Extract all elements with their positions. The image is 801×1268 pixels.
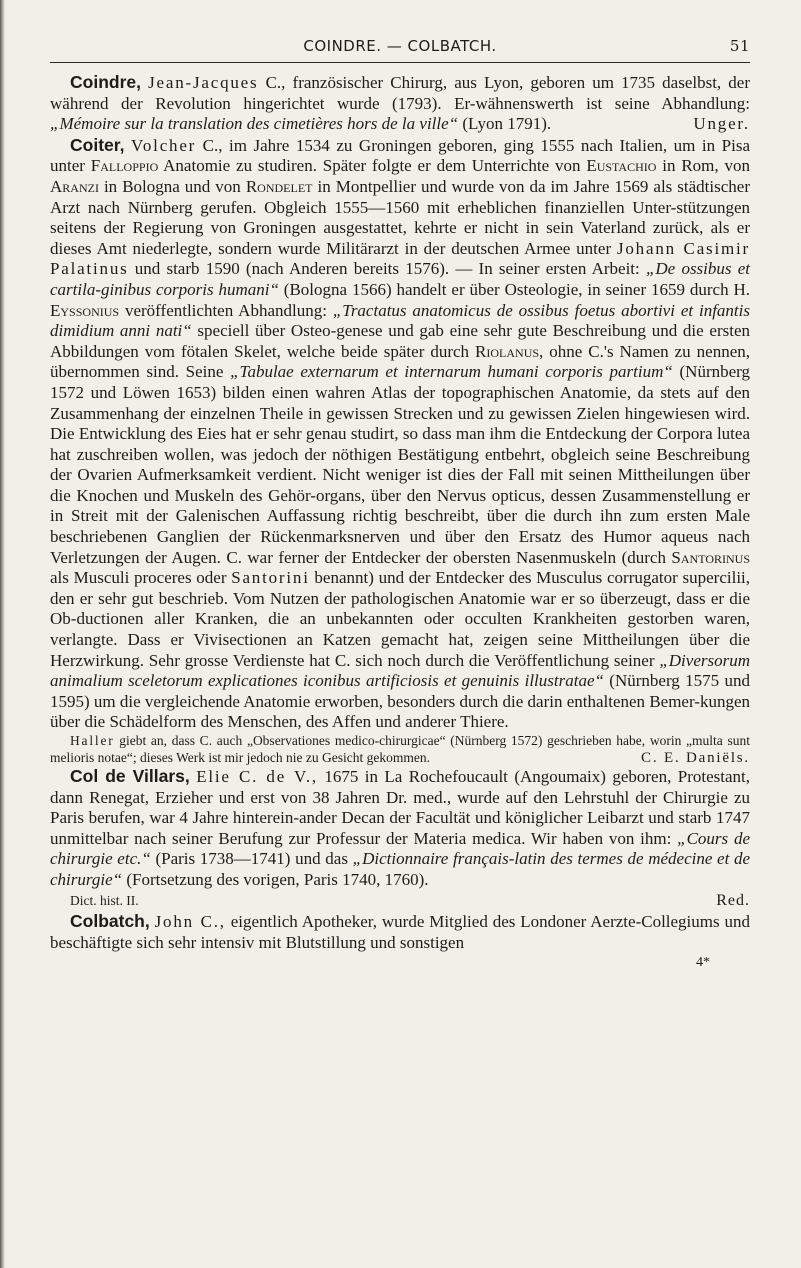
text: (Lyon 1791). xyxy=(458,114,552,134)
text: benannt) und der Entdecker des Musculus corrugator supercilii, den er sehr gut beschrieb. Vom Nutzen der pathologischen Anatomie war er so überzeugt, dass er die Ob-ductionen aller Kranken, die an unbekannten oder occulten Krankheiten gestorben waren, verlangte. Dass er Vivisectionen an Katzen gemacht hat, zeigen seine Mittheilungen über die Herzwirkung. Sehr grosse Verdienste hat C. sich noch durch die Veröffentlichung seiner xyxy=(50,568,751,670)
entry-name: Col de Villars, xyxy=(70,766,190,786)
source-reference: Dict. hist. II. xyxy=(70,892,139,908)
entry-name: Colbatch, xyxy=(70,911,150,932)
entry-name: Coindre, xyxy=(70,72,141,92)
person-name: Haller xyxy=(70,733,115,748)
text: , ohne C.'s Namen zu nennen, übernommen sind. Seine xyxy=(50,341,750,382)
entry-coiter xyxy=(50,135,750,766)
work-title: „Mémoire sur la translation des cimetières hors de la ville“ xyxy=(50,114,459,134)
person-name: Eyssonius xyxy=(50,300,120,320)
text: und starb 1590 (nach Anderen bereits 1576). — In seiner ersten Arbeit: xyxy=(128,259,646,279)
text: (Nürnberg 1575 und 1595) um die vergleichende Anatomie erworben, besonders durch die darin enthaltenen Bemer-kungen über die Schädelform des Menschen, des Affen und anderer Thiere. xyxy=(50,671,750,732)
given-name: Elie C. de V., xyxy=(196,767,318,786)
entry-paragraph xyxy=(50,911,750,953)
text: als Musculi proceres oder xyxy=(50,568,232,588)
person-name: Johann Casimir Palatinus xyxy=(50,238,750,279)
book-spine-shadow xyxy=(0,0,5,1268)
signature-row xyxy=(50,891,750,912)
text: (Paris 1738—1741) und das xyxy=(150,849,353,869)
work-title: „De ossibus et cartila-ginibus corporis humani“ xyxy=(50,259,750,299)
given-name: John C., xyxy=(154,912,226,932)
text: C., im Jahre 1534 zu Groningen geboren, ging 1555 nach Italien, um in Pisa unter xyxy=(50,135,750,176)
header-rule xyxy=(50,62,750,63)
text: in Rom, von xyxy=(656,156,750,176)
entry-paragraph xyxy=(50,72,750,135)
author-signature: C. E. Daniëls. xyxy=(641,749,750,766)
text: C., französischer Chirurg, aus Lyon, geboren um 1735 daselbst, der während der Revolution hingerichtet wurde (1793). Er-wähnenswerth ist seine Abhandlung: xyxy=(50,73,751,113)
author-signature: Unger. xyxy=(693,114,750,134)
entry-paragraph xyxy=(50,135,750,733)
given-name: Jean-Jacques xyxy=(148,73,259,92)
page-number: 51 xyxy=(729,37,750,55)
person-name: Riolanus xyxy=(475,341,540,361)
text: (Fortsetzung des vorigen, Paris 1740, 1760). xyxy=(122,869,429,889)
text: (Nürnberg 1572 und Löwen 1653) bilden einen wahren Atlas der topographischen Anatomie, da stets auf den Zusammenhang der einzelnen Theile in gewissen Strecken und zu gewissen Zielen hingewiesen wird. Die Entwicklung des Eies hat er sehr genau studirt, so dass man ihm die Entdeckung der Corpora lutea hat zuschreiben wollen, was jedoch der nöthigen Bestätigung entbehrt, obgleich seine Beschreibung der Ovarien Aufmerksamkeit verdient. Nicht weniger ist dies der Fall mit seinen Mittheilungen über die Knochen und Muskeln des Gehör-organs, über den Nervus opticus, dessen Zusammenstellung er in Streit mit der Galenischen Auffassung richtig beschreibt, über die durch ihn zum ersten Male beschriebenen Ganglien der Rückenmarksnerven und über den Ersatz des Humor aqueus nach Verletzungen der Augen. C. war ferner der Entdecker der obersten Nasenmuskeln (durch xyxy=(50,362,751,567)
work-title: „Dictionnaire français-latin des termes de médecine et de chirurgie“ xyxy=(50,849,751,889)
person-name: Eustachio xyxy=(586,156,657,176)
footnote-paragraph xyxy=(50,733,750,766)
given-name: Volcher xyxy=(130,135,197,155)
entry-col-de-villars xyxy=(50,766,750,911)
entry-name: Coiter, xyxy=(70,134,125,155)
note-text: giebt an, dass C. auch „Observationes medico-chirurgicae“ (Nürnberg 1572) geschrieben habe, worin „multa sunt melioris notae“; dieses Werk ist mir jedoch nie zu Gesicht gekommen. xyxy=(50,733,750,765)
person-name: Rondelet xyxy=(245,176,313,196)
text: veröffentlichten Abhandlung: xyxy=(119,300,333,320)
work-title: „Diversorum animalium sceletorum explicationes iconibus artificiosis et genuinis illustratae“ xyxy=(50,650,750,691)
work-title: „Tabulae externarum et internarum humani corporis partium“ xyxy=(230,362,673,382)
entry-coindre xyxy=(50,72,750,135)
text: 1675 in La Rochefoucault (Angoumaix) geboren, Protestant, dann Renegat, Erzieher und erst von 38 Jahren Dr. med., wurde auf den Lehrstuhl der Chirurgie zu Paris berufen, war 4 Jahre hinterein-ander Decan der Facultät und königlicher Leibarzt und starb 1747 unmittelbar nach seiner Berufung zur Professur der Materia medica. Wir haben von ihm: xyxy=(50,767,750,848)
work-title: „Cours de chirurgie etc.“ xyxy=(50,828,750,869)
person-name: Aranzi xyxy=(50,176,99,196)
text: in Bologna und von xyxy=(98,176,246,196)
sheet-signature: 4* xyxy=(696,955,710,971)
entry-paragraph xyxy=(50,766,750,891)
person-name: Falloppio xyxy=(90,156,159,176)
text: eigentlich Apotheker, wurde Mitglied des Londoner Aerzte-Collegiums und beschäftigte sich sehr intensiv mit Blutstillung und sonstigen xyxy=(50,912,750,952)
article-body xyxy=(50,72,750,974)
text: in Montpellier und wurde von da im Jahre 1569 als städtischer Arzt nach Nürnberg gerufen. Obgleich 1555—1560 mit erheblichen finanziellen Unter-stützungen seitens der Regierung von Groningen ausgestattet, kehrte er nicht in sein Vaterland zurück, als er dieses Amt niederlegte, sondern wurde Militärarzt in der deutschen Armee unter xyxy=(50,176,750,258)
person-name: Santorinus xyxy=(671,547,750,567)
work-title: „Tractatus anatomicus de ossibus foetus abortivi et infantis dimidium anni nati“ xyxy=(50,300,750,341)
running-header xyxy=(50,37,750,59)
text: speciell über Osteo-genese und gab eine sehr gute Beschreibung und die ersten Abbildungen vom fötalen Skelet, welche beide später durch xyxy=(50,321,750,361)
author-signature: Red. xyxy=(716,891,750,909)
text: Anatomie zu studiren. Später folgte er dem Unterrichte von xyxy=(158,156,587,176)
person-name: Santorini xyxy=(231,568,310,588)
text: (Bologna 1566) handelt er über Osteologie, in seiner 1659 durch H. xyxy=(278,279,750,299)
entry-colbatch xyxy=(50,911,750,974)
header-title: COINDRE. — COLBATCH. xyxy=(303,37,497,55)
